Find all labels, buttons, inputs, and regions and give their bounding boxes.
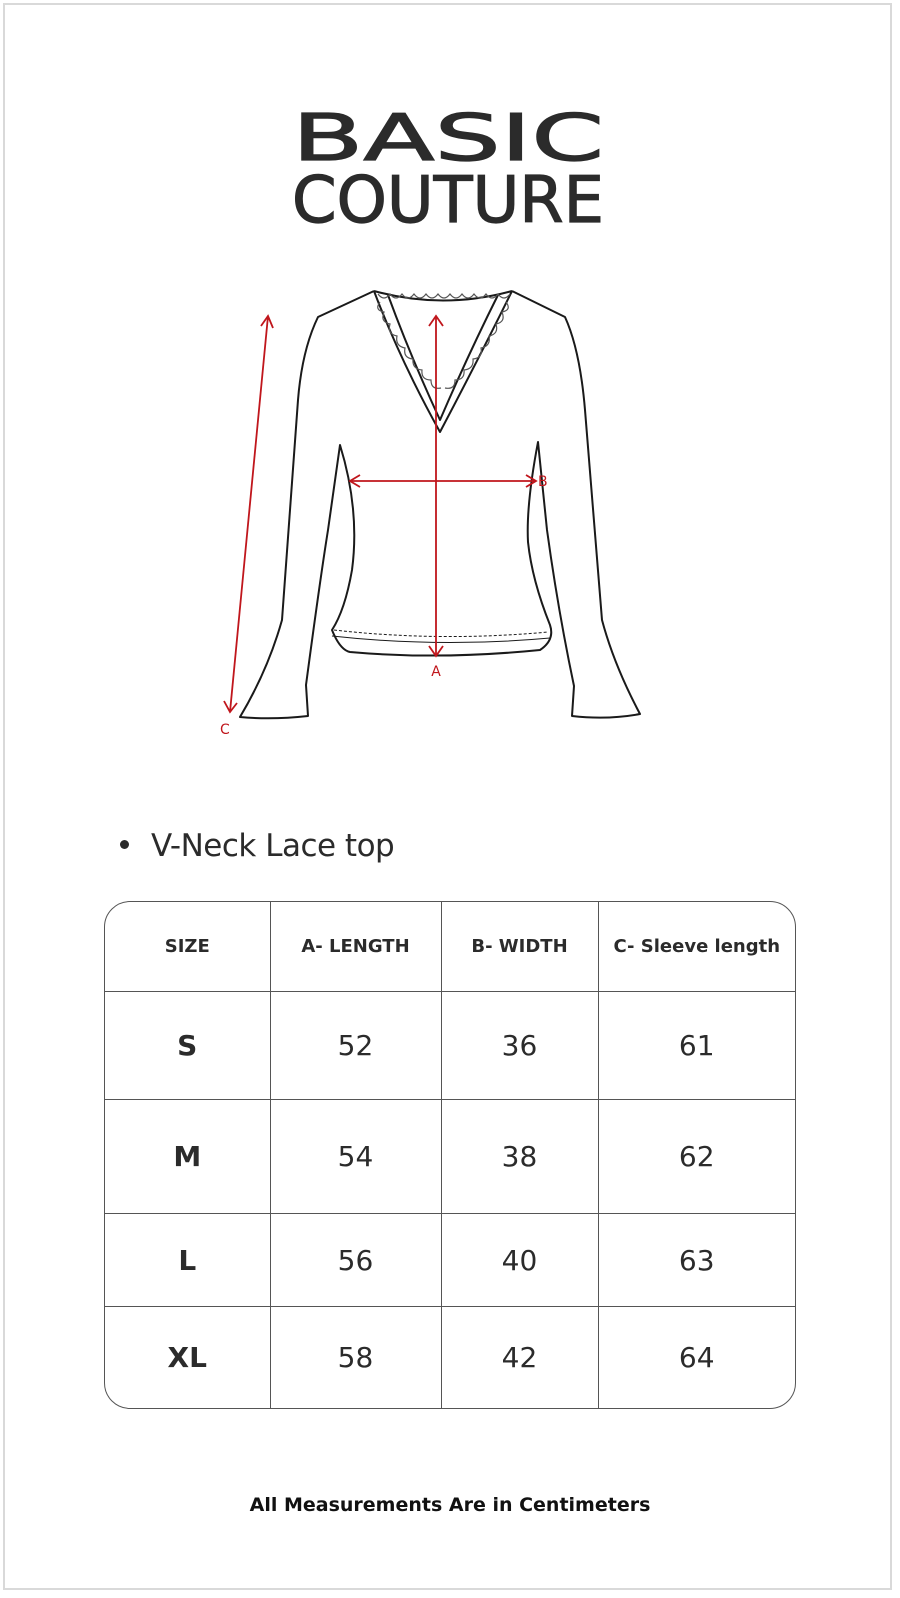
length-cell: 54: [270, 1100, 441, 1214]
lace-trim: [378, 294, 510, 388]
width-cell: 38: [441, 1100, 598, 1214]
size-chart-table: [104, 901, 796, 1409]
length-cell: 58: [270, 1307, 441, 1409]
table-row: [105, 1214, 795, 1307]
table-row: [105, 992, 795, 1100]
sleeve-cell: 62: [598, 1100, 795, 1214]
sleeve-cell: 64: [678, 1341, 715, 1374]
sleeve-cell: 61: [598, 992, 795, 1100]
sleeve-cell: 63: [598, 1214, 795, 1307]
length-cell: 52: [270, 992, 441, 1100]
product-title: [120, 828, 394, 864]
bullet-icon: [120, 840, 129, 849]
size-cell: L: [105, 1214, 270, 1307]
header-length: A- LENGTH: [270, 902, 441, 992]
back-neck: [374, 291, 512, 301]
brand-logo: [292, 108, 610, 230]
table-row: [105, 1307, 795, 1409]
measurement-note: All Measurements Are in Centimeters: [249, 1494, 651, 1516]
garment-outline: [240, 291, 640, 718]
neckline-inner: [388, 295, 498, 420]
header-sleeve-length: C- Sleeve length: [598, 902, 795, 992]
measure-c-label: C: [220, 722, 230, 738]
brand-logo-line1: BASIC: [292, 108, 604, 176]
length-cell: 56: [270, 1214, 441, 1307]
width-cell: 42: [441, 1307, 598, 1409]
size-cell: S: [105, 992, 270, 1100]
header-width: B- WIDTH: [441, 902, 598, 992]
hem-stitch: [334, 630, 548, 637]
size-cell: XL: [105, 1307, 270, 1409]
measure-c-line: [230, 316, 268, 712]
size-cell: M: [105, 1100, 270, 1214]
brand-logo-line2: COUTURE: [292, 164, 604, 230]
measure-b-label: B: [538, 474, 548, 490]
width-cell: 40: [441, 1214, 598, 1307]
table-header-row: [105, 902, 795, 992]
product-title-text: V-Neck Lace top: [151, 828, 395, 864]
width-cell: 36: [441, 992, 598, 1100]
garment-diagram: [210, 280, 680, 760]
table-row: [105, 1100, 795, 1214]
header-size: SIZE: [105, 902, 270, 992]
measure-a-label: A: [431, 664, 441, 680]
